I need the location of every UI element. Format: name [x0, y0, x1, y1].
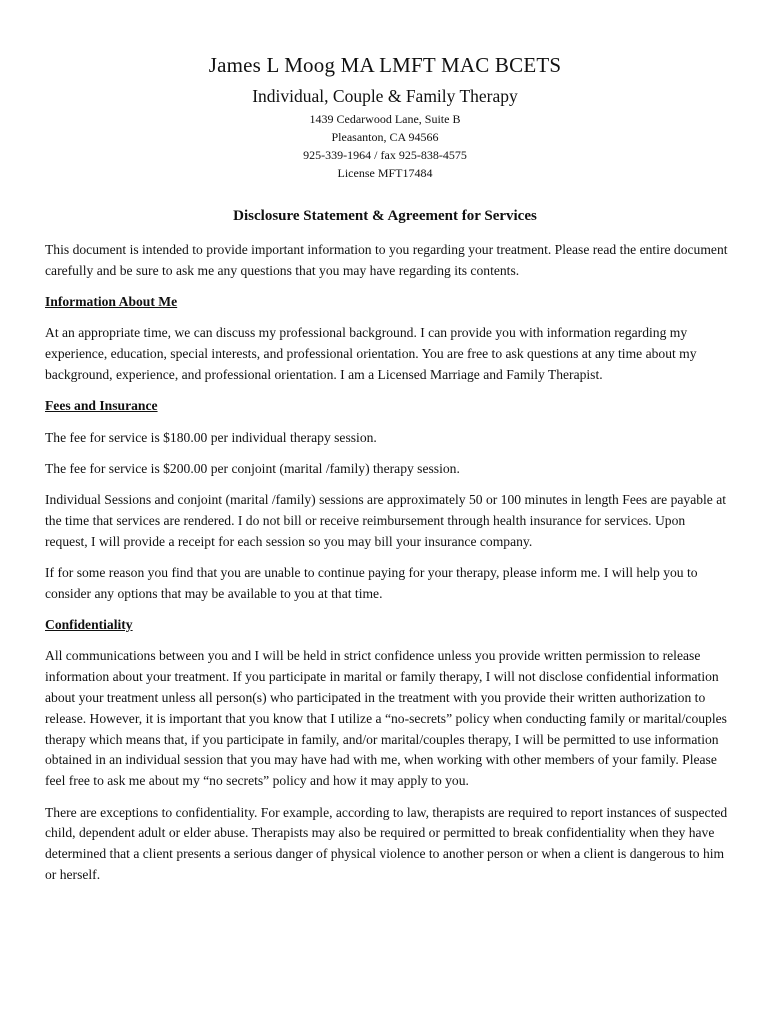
practice-description: Individual, Couple & Family Therapy [252, 86, 518, 106]
confidentiality-paragraph: All communications between you and I will be held in strict confidence unless you provide written permission to release information about your treatment. If you participate in marital or family therapy, I will not disclose confidential information about your treatment unless all person(s) who participated in the treatment with you provide their written authorization to release. However, it is important that you know that I utilize a “no-secrets” policy when conducting family or marital/couples therapy which means that, if you participate in family, and/or marital/couples therapy, I will be permitted to use information obtained in an individual session that you may have had with me, when working with other members of your family. Please feel free to ask me about my “no secrets” policy and how it may apply to you. [45, 648, 727, 789]
about-me-paragraph: At an appropriate time, we can discuss my professional background. I can provide you with information regarding my experience, education, special interests, and professional orientation. You are free to ask questions at any time about my background, experience, and professional orientation. I am a Licensed Marriage and Family Therapist. [45, 325, 697, 382]
session-length-paragraph: Individual Sessions and conjoint (marital /family) sessions are approximately 50 or 100 minutes in length Fees are payable at the time that services are rendered. I do not bill or receive reimbursement through health insurance for services. Upon request, I will provide a receipt for each session so you may bill your insurance company. [45, 492, 727, 549]
fee-conjoint-paragraph: The fee for service is $200.00 per conjoint (marital /family) therapy session. [45, 460, 460, 476]
exceptions-paragraph: There are exceptions to confidentiality. For example, according to law, therapists are required to report instances of suspected child, dependent adult or elder abuse. Therapists may also be required or permitted to break confidentiality when they have determined that a client presents a serious danger of physical violence to another person or when a client is dangerous to him or herself. [45, 804, 728, 882]
license-number: License MFT17484 [337, 166, 433, 180]
payment-difficulty-paragraph: If for some reason you find that you are unable to continue paying for your therapy, please inform me. I will help you to consider any options that may be available to you at that time. [45, 565, 698, 601]
document-title: Disclosure Statement & Agreement for Services [233, 208, 537, 224]
phone-fax: 925-339-1964 / fax 925-838-4575 [303, 148, 467, 162]
section-heading-about-me: Information About Me [45, 294, 178, 310]
address-line-2: Pleasanton, CA 94566 [331, 130, 439, 144]
section-heading-fees: Fees and Insurance [45, 398, 158, 414]
therapist-name: James L Moog MA LMFT MAC BCETS [208, 53, 562, 77]
letterhead [0, 50, 770, 182]
document-body [45, 240, 730, 896]
address-line-1: 1439 Cedarwood Lane, Suite B [309, 112, 461, 126]
section-heading-confidentiality: Confidentiality [45, 617, 133, 633]
intro-paragraph: This document is intended to provide important information to you regarding your treatment. Please read the entire document carefully and be sure to ask me any questions that you may have regarding its contents. [45, 242, 728, 278]
fee-individual-paragraph: The fee for service is $180.00 per individual therapy session. [45, 429, 377, 445]
